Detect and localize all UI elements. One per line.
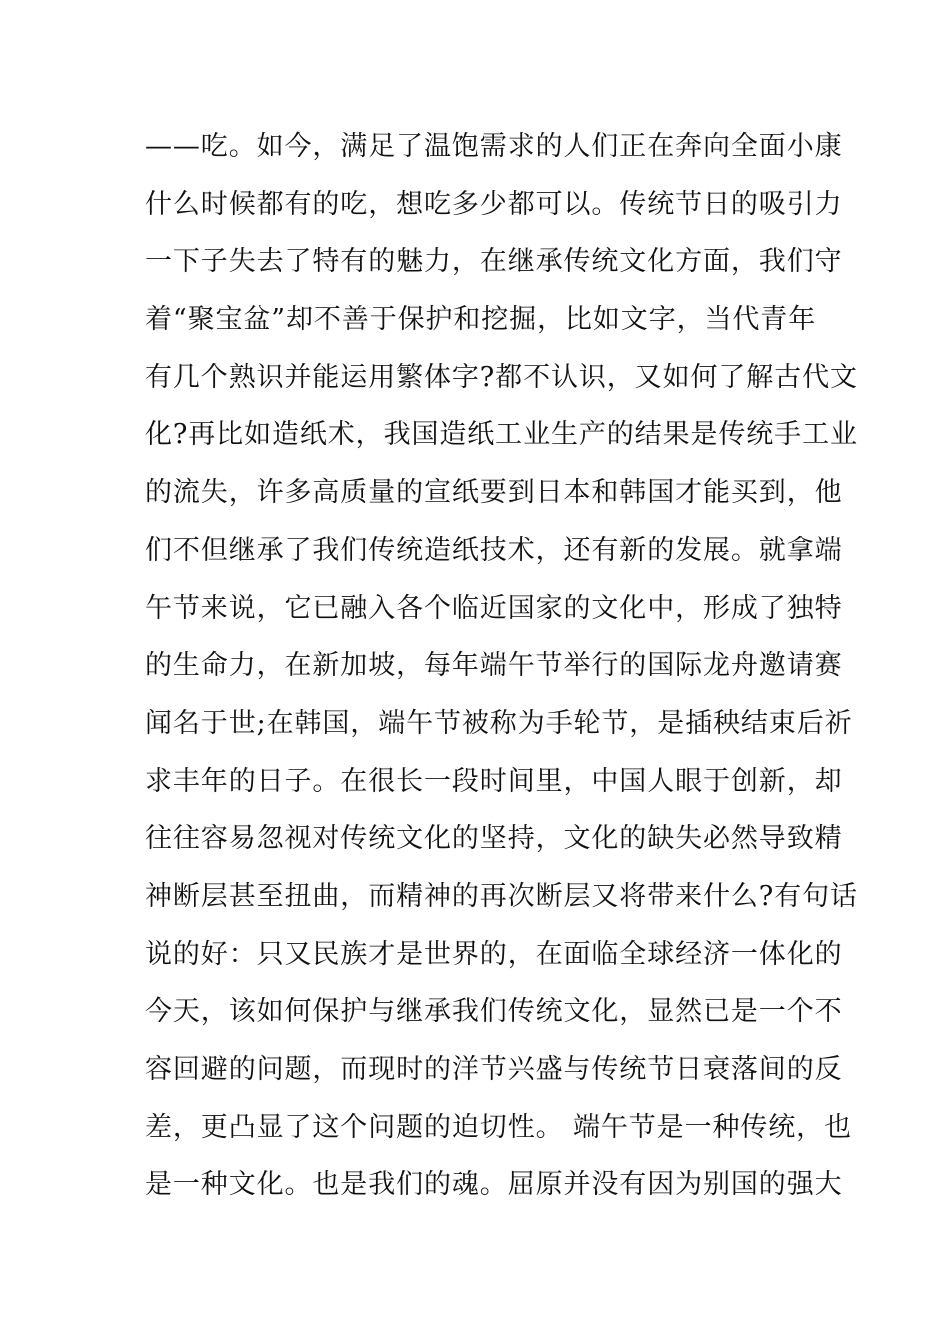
text-line: 化?再比如造纸术，我国造纸工业生产的结果是传统手工业	[145, 419, 858, 451]
text-line: 往往容易忽视对传统文化的坚持，文化的缺失必然导致精	[145, 823, 843, 855]
text-line: 什么时候都有的吃，想吃多少都可以。传统节日的吸引力	[145, 188, 843, 220]
text-line: 神断层甚至扭曲，而精神的再次断层又将带来什么?有句话	[145, 880, 858, 912]
text-line: 一下子失去了特有的魅力，在继承传统文化方面，我们守	[145, 246, 843, 278]
body-text	[145, 118, 858, 1214]
text-line: 着“聚宝盆”却不善于保护和挖掘，比如文字，当代青年	[145, 304, 817, 336]
text-line: 容回避的问题，而现时的洋节兴盛与传统节日衰落间的反	[145, 1054, 843, 1085]
text-line: 差，更凸显了这个问题的迫切性。 端午节是一种传统，也	[145, 1111, 852, 1143]
text-line: 闻名于世;在韩国，端午节被称为手轮节，是插秧结束后祈	[145, 707, 853, 739]
text-line: 是一种文化。也是我们的魂。屈原并没有因为别国的强大	[145, 1169, 843, 1201]
text-line: 求丰年的日子。在很长一段时间里，中国人眼于创新，却	[145, 765, 843, 797]
text-line: 午节来说，它已融入各个临近国家的文化中，形成了独特	[145, 592, 843, 624]
text-line: ——吃。如今，满足了温饱需求的人们正在奔向全面小康	[145, 131, 843, 162]
text-line: 有几个熟识并能运用繁体字?都不认识，又如何了解古代文	[145, 361, 858, 393]
text-line: 的生命力，在新加坡，每年端午节举行的国际龙舟邀请赛	[145, 650, 843, 682]
text-line: 今天，该如何保护与继承我们传统文化，显然已是一个不	[145, 996, 843, 1028]
text-line: 的流失，许多高质量的宣纸要到日本和韩国才能买到，他	[145, 477, 843, 509]
text-line: 说的好：只又民族才是世界的，在面临全球经济一体化的	[145, 938, 843, 970]
text-line: 们不但继承了我们传统造纸技术，还有新的发展。就拿端	[145, 534, 843, 566]
